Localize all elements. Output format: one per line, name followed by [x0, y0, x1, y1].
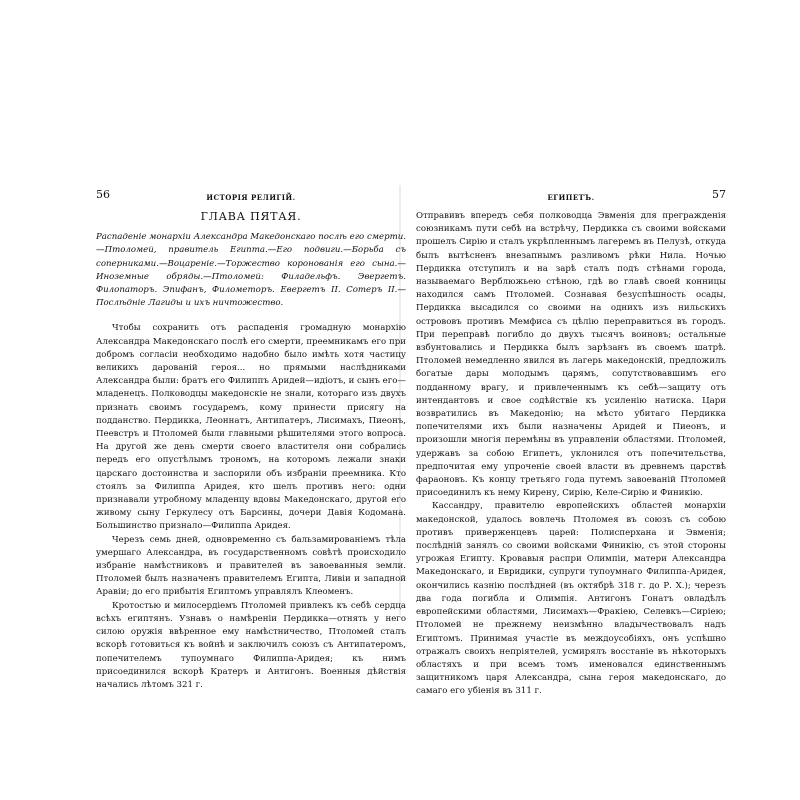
right-paragraph-2: Кассандру, правителю европейскихъ областей монархіи македонской, удалось вовлечь Птоломея въ союзъ съ собою противъ приверженцевъ царей: Полисперхана и Эвменія; послѣдній занялъ со своими войсками Финикію, съ этой стороны угрожая Египту. Кровавыя распри Олимпіи, матери Александра Македонскаго, и Евридики, супруги тупоумнаго Филиппа-Аридея, окончились казнію послѣдней (въ октябрѣ 318 г. до Р. Х.); черезъ два года погибла и Олимпія. Антигонъ Гонатъ овладѣлъ европейскими областями, Лисимахъ—Фракіею, Селевкъ—Сиріею; Птоломей не прежнему неизмѣнно владычествовалъ надъ Египтомъ. Принимая участіе въ междоусобіяхъ, онъ успѣшно отражалъ своихъ непріятелей, усмирялъ восстаніе въ нѣкоторыхъ областяхъ и при всемъ томъ именовался единственнымъ защитникомъ царя Александра, сына героя македонскаго, до самаго его убіенія въ 311 г. [416, 501, 726, 697]
chapter-title: ГЛАВА ПЯТАЯ. [200, 210, 302, 223]
left-running-title: ИСТОРІЯ РЕЛИГІЙ. [206, 193, 296, 202]
left-running-head [96, 190, 406, 204]
left-paragraph-3: Кротостью и милосердіемъ Птоломей привлекъ къ себѣ сердца всѣхъ египтянъ. Узнавъ о намѣреніи Пердикка—отнять у него силою оружія ввѣренное ему намѣстничество, Птоломей сталъ вскорѣ готовиться къ войнѣ и заключилъ союзъ съ Антипатеромъ, попечителемъ тупоумнаго Филиппа-Аридея; къ нимъ присоединился вскорѣ Кратеръ и Антигонъ. Военныя дѣйствія начались лѣтомъ 321 г. [96, 600, 406, 690]
chapter-summary: Распаденіе монархіи Александра Македонскаго послѣ его смерти.—Птоломей, правитель Египта.—Его подвиги.—Борьба съ соперниками.—Воцареніе.—Торжество коронованія его сына.—Иноземные обряды.—Птоломей: Филадельфъ. Эвергетъ. Филопаторъ. Эпифанъ, Филометоръ. Евергетъ II. Сотеръ II.—Послѣдніе Лагиды и ихъ ничтожество. [96, 232, 406, 309]
right-running-title: ЕГИПЕТЪ. [547, 193, 595, 202]
left-paragraph-2: Черезъ семь дней, одновременно съ бальзамированіемъ тѣла умершаго Александра, въ государственномъ совѣтѣ происходило избраніе намѣстниковъ и правителей въ завоеванныя земли. Птоломей былъ назначенъ правителемъ Египта, Ливіи и западной Аравіи; до его прибытія Египтомъ управлялъ Клеоменъ. [96, 534, 406, 598]
right-paragraph-1: Отправивъ впередъ себя полководца Эвменія для преграждeнія союзникамъ пути себѣ на встрѣчу, Пердикка съ своими войсками прошелъ Сирію и сталъ укрѣпленнымъ лагеремъ въ Пелузѣ, откуда былъ вытѣсненъ внезапнымъ разливомъ рѣки Нила. Ночью Пердикка отступилъ и на зарѣ сталъ подъ стѣнами города, называемаго Верблюжьею стѣною, гдѣ во главѣ своей конницы находился самъ Птоломей. Сознавая безуспѣшность осады, Пердикка высадился со своими на однихъ изъ нильскихъ острововъ противъ Мемфиса съ цѣлію переправиться въ городъ. При переправѣ погибло до двухъ тысячъ воиновъ; остальные взбунтовались и Пердикка былъ зарѣзанъ въ своемъ шатрѣ. Птоломей немедленно явился въ лагерь македонскій, предложилъ богатые дары молодымъ царямъ, сопутствовавшимъ его подданному врагу, и привлеченнымъ къ себѣ—защиту отъ интендантовъ и свое содѣйствіе къ усиленію натиска. Цари возвратились въ Македонію; на мѣсто убитаго Пердикка попечителями ихъ были назначены Аридей и Пиеонъ, и произошли многія перемѣны въ управленіи областями. Птоломей, удержавъ за собою Египетъ, уклонился отъ попечительства, предпочитая ему упроченіе своей власти въ древнемъ царствѣ фараоновъ. Къ концу третьяго года путемъ завоеваній Птоломей присоединилъ къ нему Кирену, Сирію, Келе-Сирію и Финикію. [416, 211, 726, 499]
left-page-number: 56 [96, 188, 110, 201]
left-paragraph-1: Чтобы сохранить отъ распаденія громадную монархію Александра Македонскаго послѣ его смерти, преемникамъ его при добромъ согласіи необходимо надобно было имѣть хотя частицу великихъ дарованій героя... но прямыми наслѣдниками Александра были: братъ его Филиппъ Аридей—идіотъ, и сынъ его—младенецъ. Полководцы македонскіе не знали, котораго изъ двухъ признать своимъ государемъ, кому принести присягу на подданство. Пердикка, Леоннатъ, Антипатеръ, Лисимахъ, Пиеонъ, Пеевстръ и Птоломей были главными рѣшителями этого вопроса. На другой же день смерти своего властителя они собрались передъ его опустѣлымъ трономъ, на которомъ лежали знаки царскаго достоинства и заспорили объ избраніи преемника. Кто стоялъ за Филиппа Аридея, кто шелъ противъ него: одни признавали утробному младенцу вдовы Македонскаго, другой его живому сыну Геркулесу отъ Барсины, дочери Давія Кодомана. Большинство признало—Филиппа Аридея. [96, 323, 406, 532]
right-page-number: 57 [712, 188, 726, 201]
right-page [416, 190, 726, 699]
left-page [96, 190, 406, 692]
right-running-head [416, 190, 726, 204]
